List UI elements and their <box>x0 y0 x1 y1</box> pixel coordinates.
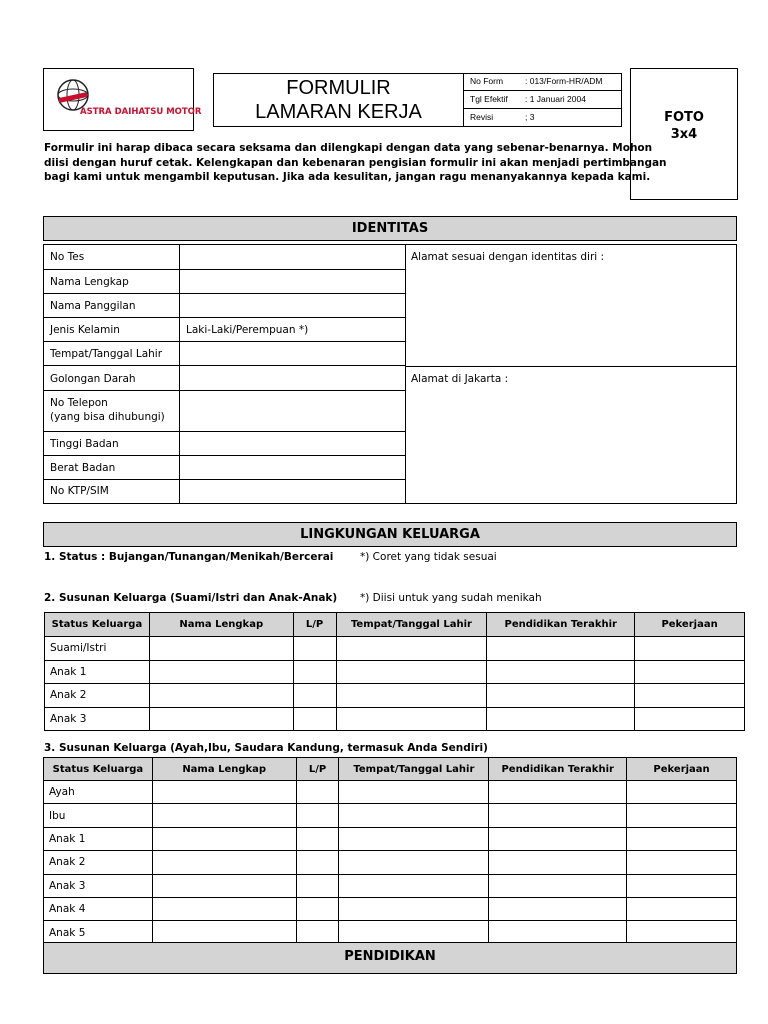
identitas-row-nama-panggilan <box>44 294 405 318</box>
table-row <box>44 804 737 827</box>
col-header: Pekerjaan <box>627 758 737 781</box>
section-pendidikan-header: PENDIDIKAN <box>43 942 737 974</box>
field-label-note: (yang bisa dihubungi) <box>50 411 165 423</box>
cell[interactable] <box>627 804 737 827</box>
meta-key: Tgl Efektif <box>470 94 508 104</box>
cell[interactable] <box>336 684 487 708</box>
cell[interactable] <box>627 781 737 804</box>
field-label: Nama Lengkap <box>50 276 129 288</box>
cell[interactable] <box>152 851 296 874</box>
field-label: Golongan Darah <box>50 373 136 385</box>
cell[interactable] <box>635 660 745 684</box>
cell[interactable] <box>339 921 489 944</box>
susunan2-label: 3. Susunan Keluarga (Ayah,Ibu, Saudara Kandung, termasuk Anda Sendiri) <box>44 742 488 754</box>
logo-text: ASTRA DAIHATSU MOTOR <box>80 107 202 117</box>
identitas-row-berat <box>44 456 405 480</box>
row-label: Anak 1 <box>45 660 150 684</box>
section-identitas-header: IDENTITAS <box>43 216 737 241</box>
cell[interactable] <box>635 637 745 661</box>
table-row <box>44 781 737 804</box>
cell[interactable] <box>635 684 745 708</box>
ttl-input[interactable] <box>180 342 405 365</box>
cell[interactable] <box>489 781 627 804</box>
identitas-row-tinggi <box>44 432 405 456</box>
row-label: Anak 2 <box>44 851 153 874</box>
cell[interactable] <box>296 874 339 897</box>
cell[interactable] <box>487 660 635 684</box>
nama-lengkap-input[interactable] <box>180 270 405 293</box>
cell[interactable] <box>149 684 293 708</box>
cell[interactable] <box>149 637 293 661</box>
identitas-row-ktp <box>44 480 405 503</box>
cell[interactable] <box>293 684 336 708</box>
golongan-darah-input[interactable] <box>180 366 405 390</box>
cell[interactable] <box>339 874 489 897</box>
row-label: Anak 5 <box>44 921 153 944</box>
telepon-input[interactable] <box>180 391 405 431</box>
field-label: No Tes <box>50 251 85 263</box>
identitas-row-jenis-kelamin <box>44 318 405 342</box>
alamat-jakarta-field[interactable] <box>406 367 736 503</box>
cell[interactable] <box>339 827 489 850</box>
field-label: Nama Panggilan <box>50 300 136 312</box>
tinggi-input[interactable] <box>180 432 405 455</box>
col-header: Pendidikan Terakhir <box>489 758 627 781</box>
status-label: 1. Status : Bujangan/Tunangan/Menikah/Bercerai <box>44 551 334 563</box>
susunan2-table <box>43 757 737 945</box>
table-row <box>44 851 737 874</box>
col-header: L/P <box>296 758 339 781</box>
nama-panggilan-input[interactable] <box>180 294 405 317</box>
cell[interactable] <box>152 897 296 920</box>
field-label: Tempat/Tanggal Lahir <box>50 348 163 360</box>
identitas-row-no-tes <box>44 245 405 270</box>
photo-label-line1: FOTO <box>664 110 704 125</box>
susunan1-table <box>44 612 745 731</box>
row-label: Ayah <box>44 781 153 804</box>
col-header: Nama Lengkap <box>152 758 296 781</box>
cell[interactable] <box>339 781 489 804</box>
cell[interactable] <box>489 851 627 874</box>
cell[interactable] <box>152 874 296 897</box>
cell[interactable] <box>296 851 339 874</box>
cell[interactable] <box>489 827 627 850</box>
section-keluarga-header: LINGKUNGAN KELUARGA <box>43 522 737 547</box>
identitas-row-ttl <box>44 342 405 366</box>
cell[interactable] <box>296 921 339 944</box>
cell[interactable] <box>296 827 339 850</box>
table-row <box>45 637 745 661</box>
cell[interactable] <box>627 921 737 944</box>
cell[interactable] <box>293 637 336 661</box>
cell[interactable] <box>339 804 489 827</box>
table-header-row <box>44 758 737 781</box>
cell[interactable] <box>489 897 627 920</box>
col-header: Status Keluarga <box>44 758 153 781</box>
alamat-jakarta-label: Alamat di Jakarta : <box>411 373 509 385</box>
table-row <box>45 660 745 684</box>
identitas-row-golongan-darah <box>44 366 405 391</box>
meta-value: : 013/Form-HR/ADM <box>525 76 603 86</box>
cell[interactable] <box>293 707 336 731</box>
meta-row <box>464 91 621 109</box>
cell[interactable] <box>635 707 745 731</box>
jenis-kelamin-value[interactable]: Laki-Laki/Perempuan *) <box>186 324 309 336</box>
row-label: Anak 3 <box>45 707 150 731</box>
col-header: Tempat/Tanggal Lahir <box>339 758 489 781</box>
cell[interactable] <box>152 781 296 804</box>
row-label: Anak 1 <box>44 827 153 850</box>
cell[interactable] <box>627 897 737 920</box>
field-label: No KTP/SIM <box>50 485 109 497</box>
meta-key: Revisi <box>470 112 494 122</box>
table-row <box>45 707 745 731</box>
cell[interactable] <box>339 897 489 920</box>
field-label: Jenis Kelamin <box>50 324 120 336</box>
cell[interactable] <box>487 684 635 708</box>
cell[interactable] <box>489 921 627 944</box>
berat-input[interactable] <box>180 456 405 479</box>
row-label: Anak 3 <box>44 874 153 897</box>
field-label: Tinggi Badan <box>50 438 119 450</box>
identitas-row-telepon <box>44 391 405 432</box>
field-label: No Telepon <box>50 397 108 409</box>
cell[interactable] <box>487 637 635 661</box>
cell[interactable] <box>152 804 296 827</box>
col-header: Status Keluarga <box>45 613 150 637</box>
photo-label-line2: 3x4 <box>670 127 698 142</box>
cell[interactable] <box>339 851 489 874</box>
cell[interactable] <box>489 804 627 827</box>
susunan1-label: 2. Susunan Keluarga (Suami/Istri dan Anak-Anak) <box>44 592 338 604</box>
cell[interactable] <box>336 707 487 731</box>
col-header: Nama Lengkap <box>149 613 293 637</box>
cell[interactable] <box>152 827 296 850</box>
cell[interactable] <box>336 637 487 661</box>
cell[interactable] <box>336 660 487 684</box>
alamat-identitas-field[interactable] <box>406 245 736 366</box>
col-header: Pekerjaan <box>635 613 745 637</box>
col-header: L/P <box>293 613 336 637</box>
table-row <box>44 827 737 850</box>
cell[interactable] <box>627 827 737 850</box>
row-label: Anak 4 <box>44 897 153 920</box>
cell[interactable] <box>149 660 293 684</box>
row-label: Suami/Istri <box>45 637 150 661</box>
meta-row <box>464 74 621 91</box>
meta-row <box>464 109 621 126</box>
intro-line: Formulir ini harap dibaca secara seksama dan dilengkapi dengan data yang sebenar-benarnya. Mohon <box>44 142 653 154</box>
meta-value: ; 3 <box>525 112 535 122</box>
meta-value: : 1 Januari 2004 <box>525 94 586 104</box>
cell[interactable] <box>296 781 339 804</box>
table-row <box>44 921 737 944</box>
cell[interactable] <box>627 874 737 897</box>
identitas-row-nama-lengkap <box>44 270 405 294</box>
cell[interactable] <box>296 804 339 827</box>
alamat-identitas-label: Alamat sesuai dengan identitas diri : <box>411 251 605 263</box>
field-label: Berat Badan <box>50 462 116 474</box>
col-header: Tempat/Tanggal Lahir <box>336 613 487 637</box>
row-label: Anak 2 <box>45 684 150 708</box>
intro-text <box>44 141 667 185</box>
cell[interactable] <box>487 707 635 731</box>
no-tes-input[interactable] <box>180 245 405 269</box>
cell[interactable] <box>149 707 293 731</box>
ktp-input[interactable] <box>180 480 405 503</box>
meta-key: No Form <box>470 76 504 86</box>
logo-box <box>43 68 202 131</box>
table-row <box>45 684 745 708</box>
col-header: Pendidikan Terakhir <box>487 613 635 637</box>
cell[interactable] <box>152 921 296 944</box>
cell[interactable] <box>627 851 737 874</box>
intro-line: diisi dengan huruf cetak. Kelengkapan dan kebenaran pengisian formulir ini akan menjadi pertimbangan <box>44 156 667 169</box>
table-header-row <box>45 613 745 637</box>
identitas-table <box>43 244 737 504</box>
form-title-line1: FORMULIR <box>286 77 391 99</box>
row-label: Ibu <box>44 804 153 827</box>
susunan1-note: *) Diisi untuk yang sudah menikah <box>360 592 542 604</box>
cell[interactable] <box>489 874 627 897</box>
form-meta-box <box>463 73 622 127</box>
cell[interactable] <box>296 897 339 920</box>
cell[interactable] <box>293 660 336 684</box>
status-note: *) Coret yang tidak sesuai <box>360 551 497 563</box>
form-title-box <box>213 73 463 127</box>
form-title-line2: LAMARAN KERJA <box>255 101 422 123</box>
table-row <box>44 874 737 897</box>
intro-line: bagi kami untuk mengambil keputusan. Jika ada kesulitan, jangan ragu menanyakannya kepada kami. <box>44 171 651 183</box>
table-row <box>44 897 737 920</box>
